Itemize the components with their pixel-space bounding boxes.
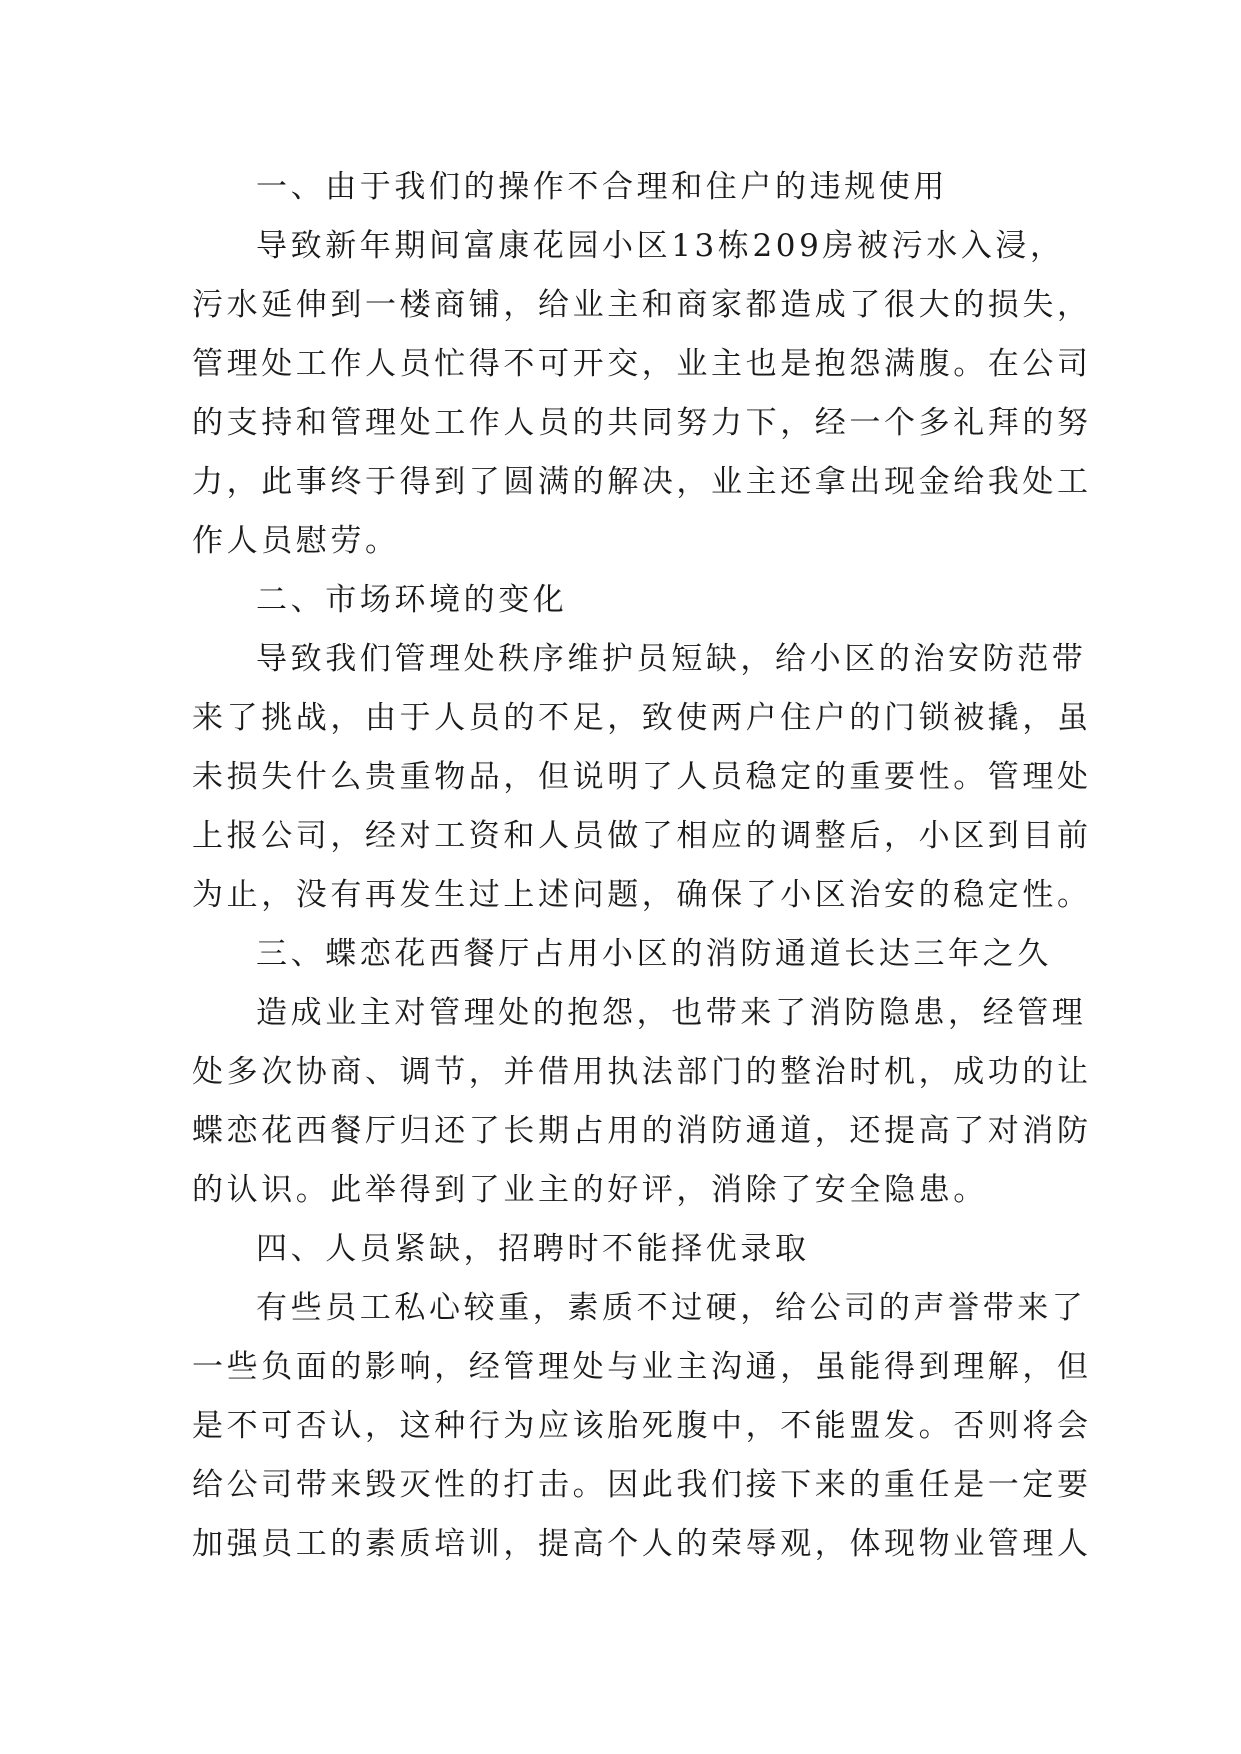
paragraph-line: 给公司带来毁灭性的打击。因此我们接下来的重任是一定要: [192, 1467, 1092, 1503]
paragraph-line: 管理处工作人员忙得不可开交，业主也是抱怨满腹。在公司: [192, 346, 1092, 382]
paragraph-line: 导致新年期间富康花园小区13栋209房被污水入浸，: [256, 228, 1065, 264]
paragraph-line: 上报公司，经对工资和人员做了相应的调整后，小区到目前: [192, 818, 1092, 854]
paragraph-line: 未损失什么贵重物品，但说明了人员稳定的重要性。管理处: [192, 759, 1092, 795]
paragraph-line: 加强员工的素质培训，提高个人的荣辱观，体现物业管理人: [192, 1526, 1092, 1562]
paragraph-line: 一些负面的影响，经管理处与业主沟通，虽能得到理解，但: [192, 1349, 1092, 1385]
paragraph-line: 是不可否认，这种行为应该胎死腹中，不能盟发。否则将会: [192, 1408, 1092, 1444]
paragraph-line: 力，此事终于得到了圆满的解决，业主还拿出现金给我处工: [192, 464, 1092, 500]
paragraph-line: 来了挑战，由于人员的不足，致使两户住户的门锁被撬，虽: [192, 700, 1092, 736]
paragraph-line: 有些员工私心较重，素质不过硬，给公司的声誉带来了: [256, 1290, 1087, 1326]
paragraph-line: 处多次协商、调节，并借用执法部门的整治时机，成功的让: [192, 1054, 1092, 1090]
section-heading-4: 四、人员紧缺，招聘时不能择优录取: [256, 1231, 810, 1267]
paragraph-line: 为止，没有再发生过上述问题，确保了小区治安的稳定性。: [192, 877, 1092, 913]
paragraph-line: 作人员慰劳。: [192, 523, 400, 559]
document-body: [192, 158, 1092, 1574]
paragraph-line: 导致我们管理处秩序维护员短缺，给小区的治安防范带: [256, 641, 1087, 677]
section-heading-1: 一、由于我们的操作不合理和住户的违规使用: [256, 169, 948, 205]
paragraph-line: 蝶恋花西餐厅归还了长期占用的消防通道，还提高了对消防: [192, 1113, 1092, 1149]
paragraph-line: 污水延伸到一楼商铺，给业主和商家都造成了很大的损失，: [192, 287, 1092, 323]
paragraph-line: 的认识。此举得到了业主的好评，消除了安全隐患。: [192, 1172, 988, 1208]
section-heading-2: 二、市场环境的变化: [256, 582, 568, 618]
paragraph-line: 造成业主对管理处的抱怨，也带来了消防隐患，经管理: [256, 995, 1087, 1031]
paragraph-line: 的支持和管理处工作人员的共同努力下，经一个多礼拜的努: [192, 405, 1092, 441]
section-heading-3: 三、蝶恋花西餐厅占用小区的消防通道长达三年之久: [256, 936, 1052, 972]
